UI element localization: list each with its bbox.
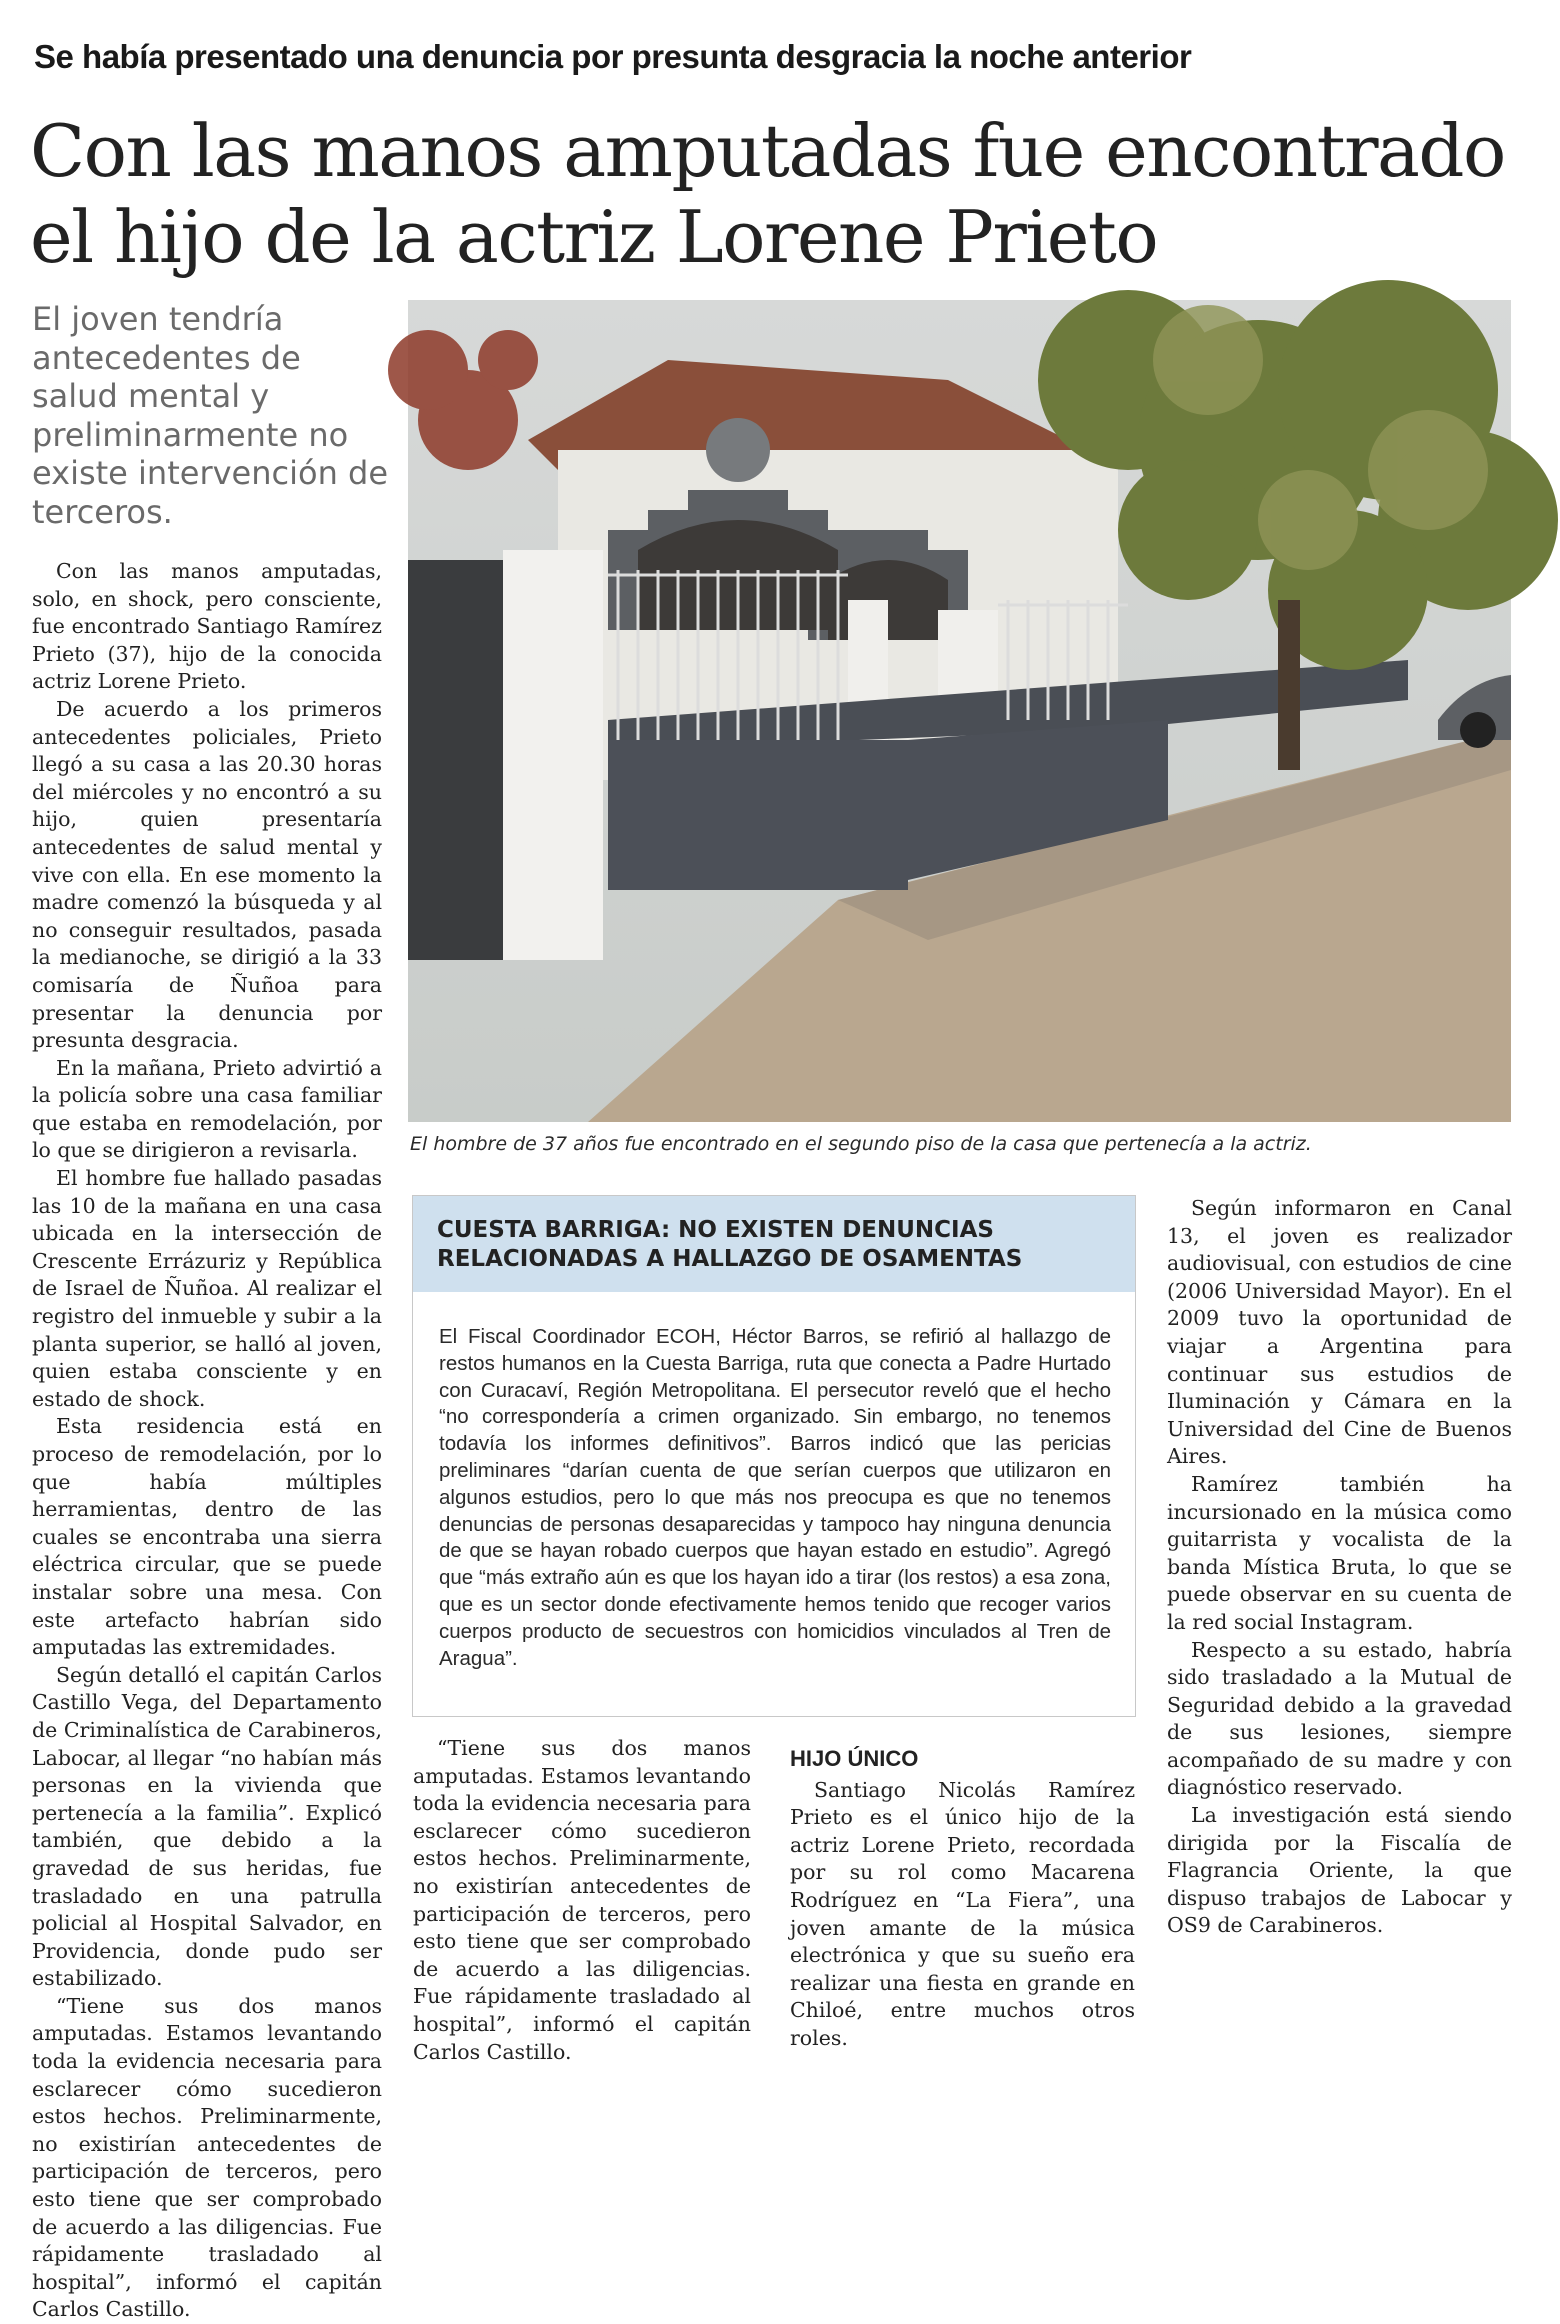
paragraph: Según detalló el capitán Carlos Castillo Vega, del Departamento de Criminalística de Carabineros, Labocar, al llegar “no habían más personas en la vivienda que pertenecía a la familia”. Explicó también, que debido a la gravedad de sus heridas, fue trasladado en una patrulla policial al Hospital Salvador, en Providencia, donde pudo ser estabilizado. bbox=[32, 1662, 382, 1991]
house-photo-illustration bbox=[408, 300, 1511, 1122]
subheading: HIJO ÚNICO bbox=[790, 1746, 919, 1771]
photo-caption: El hombre de 37 años fue encontrado en el segundo piso de la casa que pertenecía a la actriz. bbox=[410, 1133, 1312, 1155]
body-column-4 bbox=[1167, 1195, 1512, 2015]
paragraph: Respecto a su estado, habría sido trasladado a la Mutual de Seguridad debido a la gravedad de sus lesiones, siempre acompañado de su madre y con diagnóstico reservado. bbox=[1167, 1637, 1512, 1800]
paragraph: Esta residencia está en proceso de remodelación, por lo que había múltiples herramientas, dentro de las cuales se encontraba una sierra eléctrica circular, que se puede instalar sobre una mesa. Con este artefacto habrían sido amputadas las extremidades. bbox=[32, 1414, 382, 1660]
paragraph: Con las manos amputadas, solo, en shock, pero consciente, fue encontrado Santiago Ramírez Prieto (37), hijo de la conocida actriz Lorene Prieto. bbox=[32, 559, 382, 694]
paragraph: Ramírez también ha incursionado en la música como guitarrista y vocalista de la banda Mística Bruta, lo que se puede observar en su cuenta de la red social Instagram. bbox=[1167, 1471, 1512, 1634]
paragraph: “Tiene sus dos manos amputadas. Estamos levantando toda la evidencia necesaria para esclarecer cómo sucedieron estos hechos. Preliminarmente, no existirían antecedentes de participación de terceros, pero esto tiene que ser comprobado de acuerdo a las diligencias. Fue rápidamente trasladado al hospital”, informó el capitán Carlos Castillo. bbox=[32, 1993, 382, 2322]
house-photo bbox=[408, 300, 1511, 1122]
sidebar-box bbox=[412, 1195, 1136, 1717]
sidebar-text: El Fiscal Coordinador ECOH, Héctor Barros, se refirió al hallazgo de restos humanos en la Cuesta Barriga, ruta que conecta a Padre Hurtado con Curacaví, Región Metropolitana. El persecutor reveló que el hecho “no correspondería a crimen organizado. Sin embargo, no tenemos todavía los informes definitivos”. Barros indicó que las pericias preliminares “darían cuenta de que serían cuerpos que utilizaron en algunos estudios, pero lo que más nos preocupa es que no tenemos denuncias de personas desaparecidas y tampoco hay ninguna denuncia de que se hayan robado cuerpos que hayan estado en estudio”. Agregó que “más extraño aún es que los hayan ido a tirar (los restos) a esa zona, que es un sector donde efectivamente hemos tenido que recoger varios cuerpos producto de secuestros con homicidios vinculados al Tren de Aragua”. bbox=[439, 1325, 1111, 1670]
sidebar-header bbox=[413, 1196, 1135, 1292]
body-column-2 bbox=[413, 1735, 751, 2064]
sidebar-title: CUESTA BARRIGA: NO EXISTEN DENUNCIAS RELACIONADAS A HALLAZGO DE OSAMENTAS bbox=[437, 1217, 1023, 1272]
kicker: Se había presentado una denuncia por presunta desgracia la noche anterior bbox=[34, 38, 1192, 75]
paragraph: Santiago Nicolás Ramírez Prieto es el único hijo de la actriz Lorene Prieto, recordada por su rol como Macarena Rodríguez en “La Fiera”, una joven amante de la música electrónica y que su sueño era realizar una fiesta en grande en Chiloé, entre muchos otros roles. bbox=[790, 1777, 1135, 2050]
paragraph: El hombre fue hallado pasadas las 10 de la mañana en una casa ubicada en la intersección de Crescente Errázuriz y República de Israel de Ñuñoa. Al realizar el registro del inmueble y subir a la planta superior, se halló al joven, quien estaba consciente y en estado de shock. bbox=[32, 1166, 382, 1411]
body-column-1 bbox=[32, 558, 382, 2322]
body-column-3 bbox=[790, 1735, 1135, 2050]
paragraph: “Tiene sus dos manos amputadas. Estamos levantando toda la evidencia necesaria para esclarecer cómo sucedieron estos hechos. Preliminarmente, no existirían antecedentes de participación de terceros, pero esto tiene que ser comprobado de acuerdo a las diligencias. Fue rápidamente trasladado al hospital”, informó el capitán Carlos Castillo. bbox=[413, 1736, 751, 2064]
paragraph: De acuerdo a los primeros antecedentes policiales, Prieto llegó a su casa a las 20.30 horas del miércoles y no encontró a su hijo, quien presentaría antecedentes de salud mental y vive con ella. En ese momento la madre comenzó la búsqueda y al no conseguir resultados, pasada la medianoche, se dirigió a la 33 comisaría de Ñuñoa para presentar la denuncia por presunta desgracia. bbox=[32, 696, 382, 1053]
headline: Con las manos amputadas fue encontrado el hijo de la actriz Lorene Prieto bbox=[30, 109, 1505, 279]
paragraph: Según informaron en Canal 13, el joven es realizador audiovisual, con estudios de cine (2006 Universidad Mayor). En el 2009 tuvo la oportunidad de viajar a Argentina para continuar sus estudios de Iluminación y Cámara en la Universidad del Cine de Buenos Aires. bbox=[1167, 1196, 1512, 1469]
paragraph: En la mañana, Prieto advirtió a la policía sobre una casa familiar que estaba en remodelación, por lo que se dirigieron a revisarla. bbox=[32, 1055, 382, 1163]
paragraph: La investigación está siendo dirigida por la Fiscalía de Flagrancia Oriente, la que dispuso trabajos de Labocar y OS9 de Carabineros. bbox=[1167, 1803, 1512, 1938]
dek: El joven tendría antecedentes de salud mental y preliminarmente no existe intervención de terceros. bbox=[32, 300, 389, 531]
